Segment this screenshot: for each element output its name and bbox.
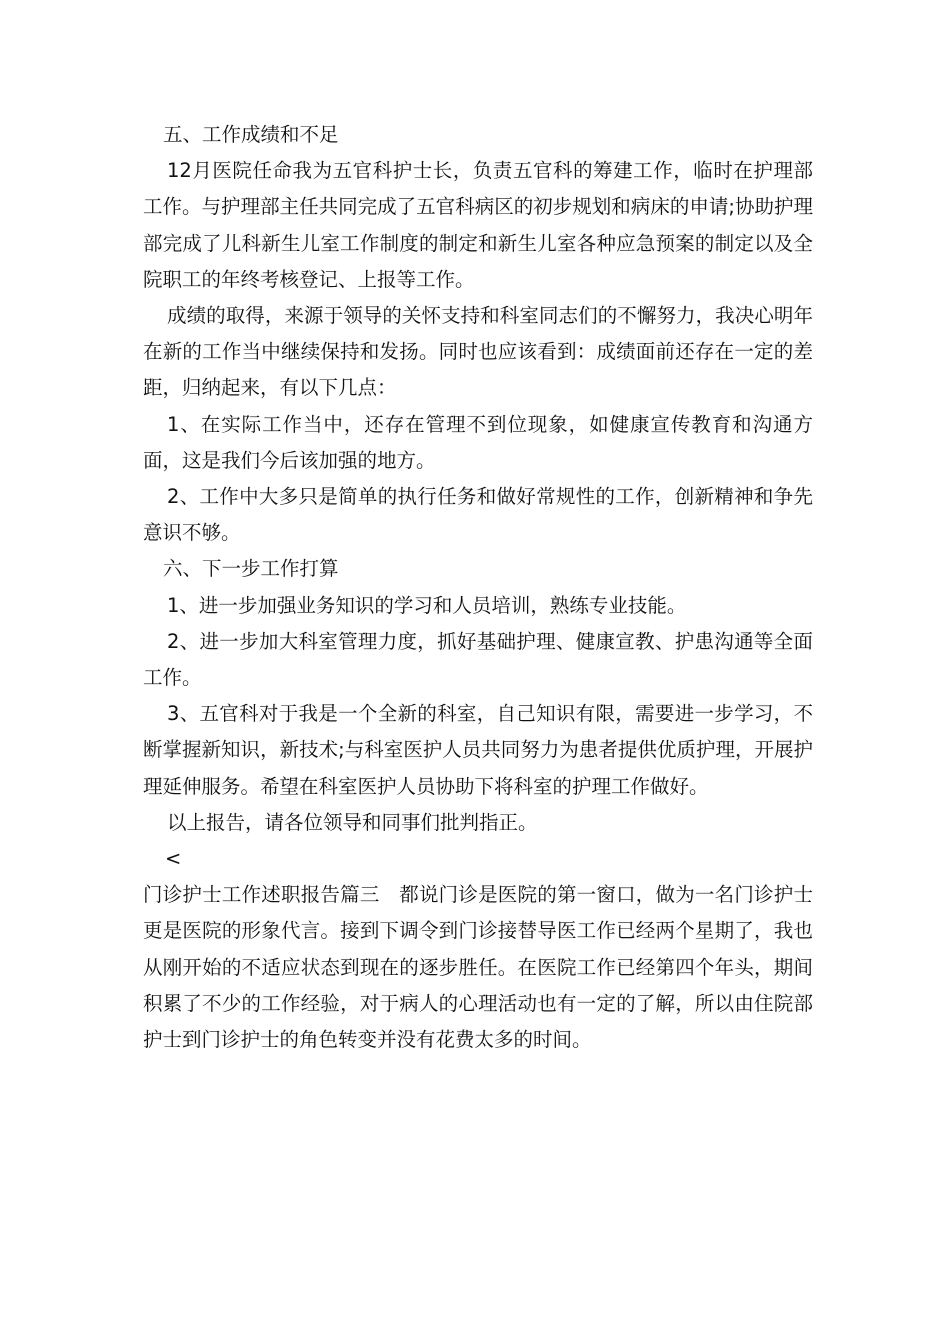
paragraph-achievements-summary: 成绩的取得，来源于领导的关怀支持和科室同志们的不懈努力，我决心明年在新的工作当中继续保持和发扬。同时也应该看到：成绩面前还存在一定的差距，归纳起来，有以下几点： [143,304,813,400]
list-item-plan-3: 3、五官科对于我是一个全新的科室，自己知识有限，需要进一步学习，不断掌握新知识，新技术;与科室医护人员共同努力为患者提供优质护理，开展护理延伸服务。希望在科室医护人员协助下将科室的护理工作做好。 [143,702,813,798]
paragraph-appointment: 12月医院任命我为五官科护士长，负责五官科的筹建工作，临时在护理部工作。与护理部主任共同完成了五官科病区的初步规划和病床的申请;协助护理部完成了儿科新生儿室工作制度的制定和新生儿室各种应急预案的制定以及全院职工的年终考核登记、上报等工作。 [143,159,813,291]
paragraph-closing: 以上报告，请各位领导和同事们批判指正。 [167,810,538,834]
list-item-shortcoming-2: 2、工作中大多只是简单的执行任务和做好常规性的工作，创新精神和争先意识不够。 [143,485,813,545]
list-item-plan-2: 2、进一步加大科室管理力度，抓好基础护理、健康宣教、护患沟通等全面工作。 [143,629,813,690]
document-body [143,117,813,1058]
paragraph-article-three: 门诊护士工作述职报告篇三 都说门诊是医院的第一窗口，做为一名门诊护士更是医院的形象代言。接到下调令到门诊接替导医工作已经两个星期了，我也从刚开始的不适应状态到现在的逐步胜任。在医院工作已经第四个年头，期间积累了不少的工作经验，对于病人的心理活动也有一定的了解，所以由住院部护士到门诊护士的角色转变并没有花费太多的时间。 [143,883,813,1052]
list-item-shortcoming-1: 1、在实际工作当中，还存在管理不到位现象，如健康宣传教育和沟通方面，这是我们今后该加强的地方。 [143,412,813,472]
stray-marker: < [165,847,182,871]
section-heading-achievements: 五、工作成绩和不足 [163,123,339,146]
section-heading-next-steps: 六、下一步工作打算 [163,557,339,581]
list-item-plan-1: 1、进一步加强业务知识的学习和人员培训，熟练专业技能。 [167,593,687,617]
